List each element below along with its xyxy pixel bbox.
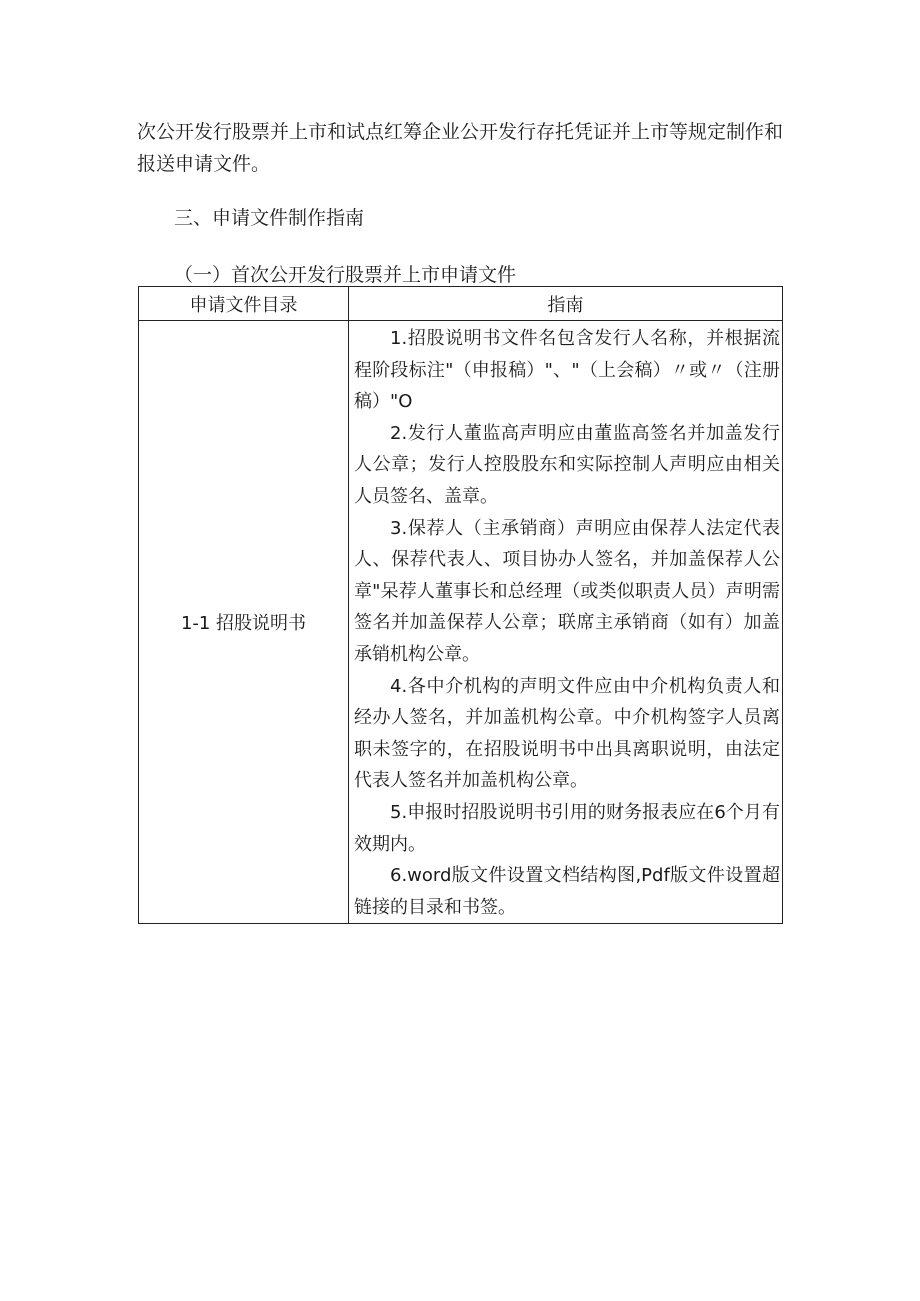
guide-item-2: 2.发行人董监高声明应由董监高签名并加盖发行人公章；发行人控股股东和实际控制人声明应由相关人员签名、盖章。: [354, 422, 780, 507]
directory-cell: 1-1 招股说明书: [139, 321, 349, 924]
guide-item-1: 1.招股说明书文件名包含发行人名称，并根据流程阶段标注"（申报稿）"、"（上会稿）〃或〃（注册稿）"O: [354, 328, 780, 413]
guide-item-5: 5.申报时招股说明书引用的财务报表应在6个月有效期内。: [354, 801, 780, 855]
guide-item-6: 6.word版文件设置文档结构图,Pdf版文件设置超链接的目录和书签。: [354, 865, 780, 918]
intro-line-1: 次公开发行股票并上市和试点红筹企业公开发行存托凭证并上市等规定制作和: [137, 121, 784, 143]
guide-item-3: 3.保荐人（主承销商）声明应由保荐人法定代表人、保荐代表人、项目协办人签名，并加盖保荐人公章"呆荐人董事长和总经理（或类似职责人员）声明需签名并加盖保荐人公章；联席主承销商（如有）加盖承销机构公章。: [354, 517, 780, 665]
table-row: [139, 321, 783, 924]
section-heading: 三、申请文件制作指南: [174, 207, 365, 229]
guide-item-4: 4.各中介机构的声明文件应由中介机构负责人和经办人签名，并加盖机构公章。中介机构签字人员离职未签字的，在招股说明书中出具离职说明，由法定代表人签名并加盖机构公章。: [354, 675, 780, 792]
table-header-row: [139, 287, 783, 321]
header-guide: 指南: [349, 287, 783, 321]
application-documents-table: [138, 286, 783, 924]
header-directory: 申请文件目录: [139, 287, 349, 321]
guide-cell: [349, 321, 783, 924]
intro-paragraph: [137, 116, 787, 180]
intro-line-2: 报送申请文件。: [137, 153, 271, 175]
section-subheading: （一）首次公开发行股票并上市申请文件: [174, 264, 517, 286]
